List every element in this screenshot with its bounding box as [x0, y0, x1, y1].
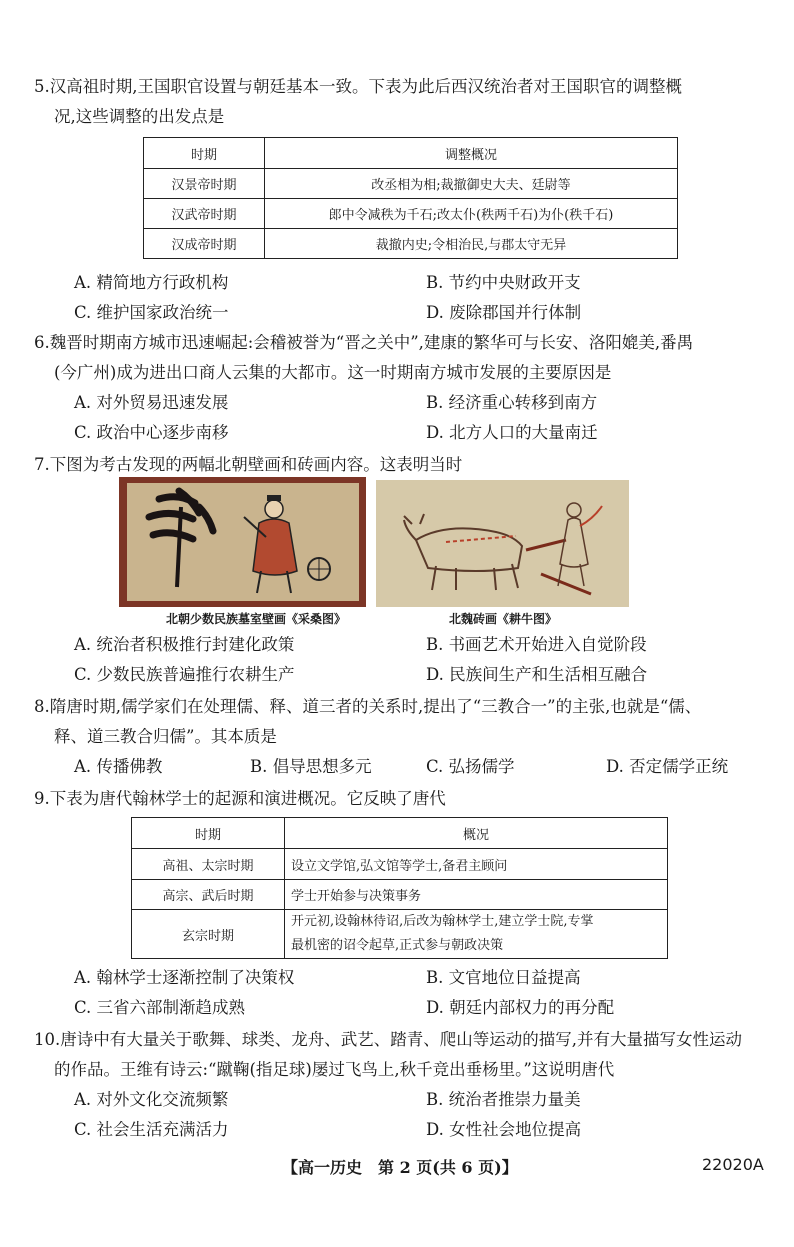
question-8-stem-line2: 释、道三教合归儒”。其本质是: [54, 727, 277, 746]
q10-option-c[interactable]: C. 社会生活充满活力: [74, 1120, 229, 1139]
brick-painting-ox-image: [376, 480, 629, 607]
q5-table-cell: 改丞相为相;裁撤御史大夫、廷尉等: [265, 169, 678, 199]
q5-table-cell: 汉景帝时期: [144, 169, 265, 199]
question-9-stem-line1: 9.下表为唐代翰林学士的起源和演进概况。它反映了唐代: [34, 789, 446, 808]
q9-table-cell-multiline: [285, 910, 668, 959]
question-10-stem-line1: 10.唐诗中有大量关于歌舞、球类、龙舟、武艺、踏青、爬山等运动的描写,并有大量描写女性运动: [34, 1030, 742, 1049]
question-5: [34, 72, 764, 132]
caption-cailsang: 北朝少数民族墓室壁画《采桑图》: [166, 612, 347, 626]
q5-option-b[interactable]: B. 节约中央财政开支: [426, 273, 581, 292]
q8-option-d[interactable]: D. 否定儒学正统: [606, 757, 729, 776]
q5-table-header-period: 时期: [144, 138, 265, 169]
q9-table-header-summary: 概况: [285, 818, 668, 849]
q8-option-b[interactable]: B. 倡导思想多元: [250, 757, 372, 776]
q5-table-header-summary: 调整概况: [265, 138, 678, 169]
question-5-stem-line2: 况,这些调整的出发点是: [54, 107, 225, 126]
q8-option-c[interactable]: C. 弘扬儒学: [426, 757, 515, 776]
question-7-stem-line1: 7.下图为考古发现的两幅北朝壁画和砖画内容。这表明当时: [34, 455, 463, 474]
q8-option-a[interactable]: A. 传播佛教: [74, 757, 163, 776]
q7-option-d[interactable]: D. 民族间生产和生活相互融合: [426, 665, 648, 684]
question-6-stem-line2: (今广州)成为进出口商人云集的大都市。这一时期南方城市发展的主要原因是: [54, 363, 612, 382]
q9-table-cell-line1: 开元初,设翰林待诏,后改为翰林学士,建立学士院,专掌: [291, 914, 594, 929]
q9-table-cell-line2: 最机密的诏令起草,正式参与朝政决策: [291, 938, 504, 953]
question-5-stem-line1: 5.汉高祖时期,王国职官设置与朝廷基本一致。下表为此后西汉统治者对王国职官的调整概: [34, 77, 682, 96]
q5-option-d[interactable]: D. 废除郡国并行体制: [426, 303, 582, 322]
q10-option-a[interactable]: A. 对外文化交流频繁: [74, 1090, 229, 1109]
q10-option-d[interactable]: D. 女性社会地位提高: [426, 1120, 582, 1139]
q7-option-b[interactable]: B. 书画艺术开始进入自觉阶段: [426, 635, 647, 654]
q9-option-d[interactable]: D. 朝廷内部权力的再分配: [426, 998, 615, 1017]
q9-table-header-period: 时期: [132, 818, 285, 849]
q7-option-a[interactable]: A. 统治者积极推行封建化政策: [74, 635, 295, 654]
question-9-options: [34, 963, 764, 1023]
q5-table: [143, 137, 678, 259]
q6-option-c[interactable]: C. 政治中心逐步南移: [74, 423, 229, 442]
question-8-stem-line1: 8.隋唐时期,儒学家们在处理儒、释、道三者的关系时,提出了“三教合一”的主张,也就是“儒、: [34, 697, 702, 716]
question-7: [34, 450, 764, 480]
q9-option-a[interactable]: A. 翰林学士逐渐控制了决策权: [74, 968, 295, 987]
question-10-stem-line2: 的作品。王维有诗云:“蹴鞠(指足球)屡过飞鸟上,秋千竞出垂杨里。”这说明唐代: [54, 1060, 615, 1079]
q9-table-cell: 学士开始参与决策事务: [285, 880, 668, 910]
q7-option-c[interactable]: C. 少数民族普遍推行农耕生产: [74, 665, 295, 684]
q9-table-cell: 高宗、武后时期: [132, 880, 285, 910]
q6-option-d[interactable]: D. 北方人口的大量南迁: [426, 423, 598, 442]
q6-option-a[interactable]: A. 对外贸易迅速发展: [74, 393, 229, 412]
mural-cailsang-image: [119, 477, 366, 607]
page-footer-label: 【高一历史 第 2 页(共 6 页)】: [282, 1158, 518, 1177]
q5-table-cell: 汉成帝时期: [144, 229, 265, 259]
question-9: [34, 784, 764, 814]
question-7-options: [34, 630, 764, 690]
q5-option-c[interactable]: C. 维护国家政治统一: [74, 303, 229, 322]
question-6-stem-line1: 6.魏晋时期南方城市迅速崛起:会稽被誉为“晋之关中”,建康的繁华可与长安、洛阳媲美,番禺: [34, 333, 694, 352]
q9-table-cell: 设立文学馆,弘文馆等学士,备君主顾问: [285, 849, 668, 880]
q5-option-a[interactable]: A. 精简地方行政机构: [74, 273, 229, 292]
question-10: [34, 1025, 764, 1145]
q6-option-b[interactable]: B. 经济重心转移到南方: [426, 393, 598, 412]
caption-ox: 北魏砖画《耕牛图》: [449, 612, 558, 626]
question-6: [34, 328, 764, 448]
q5-table-cell: 郎中令减秩为千石;改太仆(秩两千石)为仆(秩千石): [265, 199, 678, 229]
q5-table-cell: 汉武帝时期: [144, 199, 265, 229]
question-8: [34, 692, 764, 782]
exam-code: 22020A: [702, 1155, 764, 1174]
q9-option-c[interactable]: C. 三省六部制渐趋成熟: [74, 998, 246, 1017]
question-5-options: [34, 268, 764, 328]
q5-table-cell: 裁撤内史;令相治民,与郡太守无异: [265, 229, 678, 259]
q9-table-cell: 玄宗时期: [132, 910, 285, 959]
q9-table-cell: 高祖、太宗时期: [132, 849, 285, 880]
q9-option-b[interactable]: B. 文官地位日益提高: [426, 968, 581, 987]
q10-option-b[interactable]: B. 统治者推崇力量美: [426, 1090, 581, 1109]
q9-table: [131, 817, 668, 959]
